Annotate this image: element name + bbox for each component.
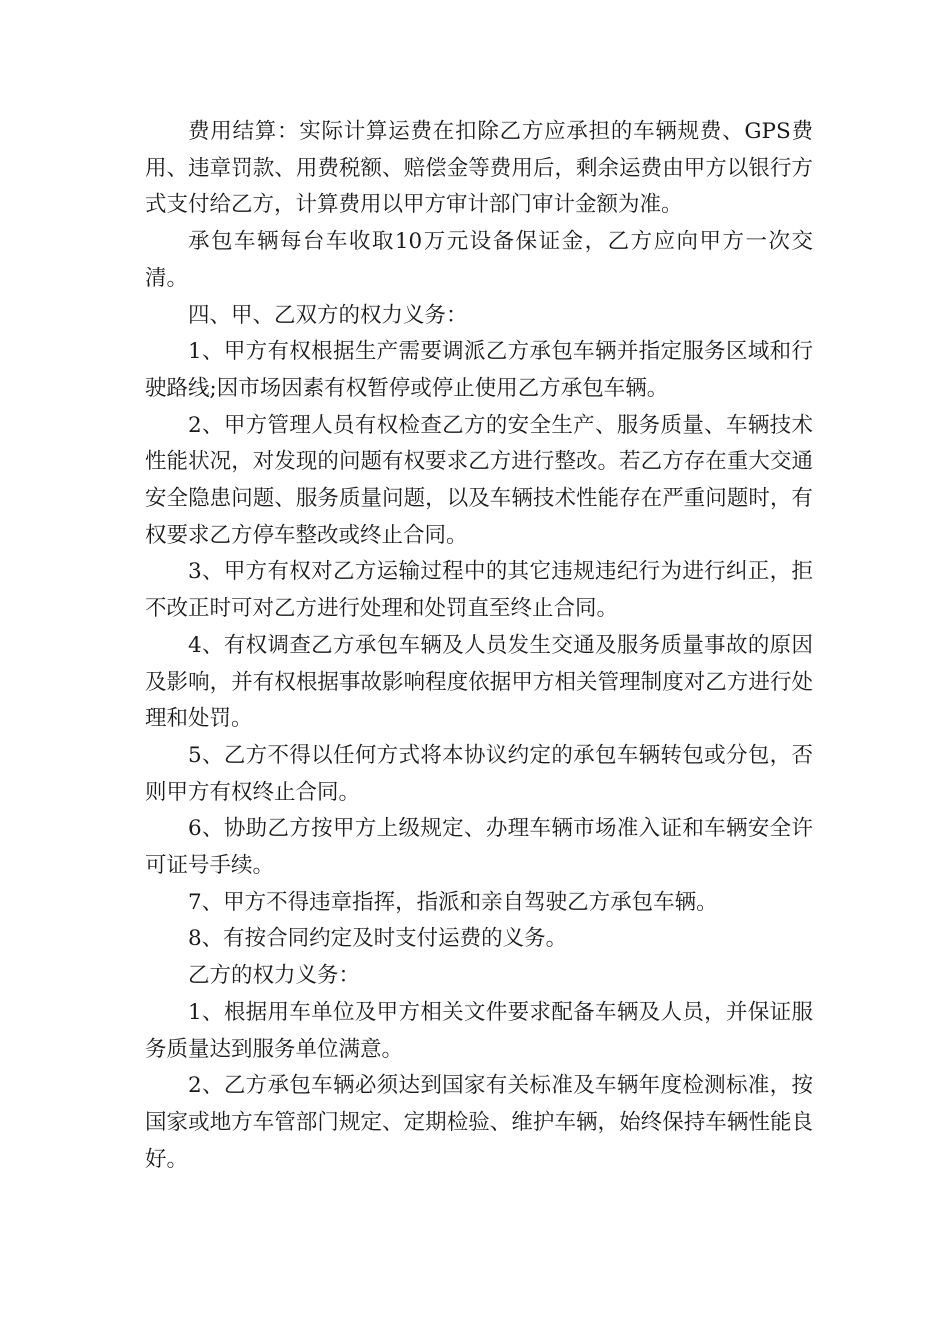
party-a-clause-8: 8、有按合同约定及时支付运费的义务。 — [188, 926, 568, 952]
party-a-clause-1: 1、甲方有权根据生产需要调派乙方承包车辆并指定服务区域和行驶路线;因市场因素有权暂停或停止使用乙方承包车辆。 — [145, 339, 813, 401]
party-a-clause-6: 6、协助乙方按甲方上级规定、办理车辆市场准入证和车辆安全许可证号手续。 — [145, 816, 813, 879]
party-a-clause-4: 4、有权调查乙方承包车辆及人员发生交通及服务质量事故的原因及影响，并有权根据事故影响程度依据甲方相关管理制度对乙方进行处理和处罚。 — [145, 632, 813, 732]
paragraph-deposit: 承包车辆每台车收取10万元设备保证金，乙方应向甲方一次交清。 — [145, 229, 813, 291]
party-a-clause-2: 2、甲方管理人员有权检查乙方的安全生产、服务质量、车辆技术性能状况，对发现的问题有权要求乙方进行整改。若乙方存在重大交通安全隐患问题、服务质量问题，以及车辆技术性能存在严重问题时，有权要求乙方停车整改或终止合同。 — [145, 412, 813, 548]
party-a-clause-3: 3、甲方有权对乙方运输过程中的其它违规违纪行为进行纠正，拒不改正时可对乙方进行处理和处罚直至终止合同。 — [145, 559, 813, 622]
paragraph-fee-settlement: 费用结算：实际计算运费在扣除乙方应承担的车辆规费、GPS费用、违章罚款、用费税额、赔偿金等费用后，剩余运费由甲方以银行方式支付给乙方，计算费用以甲方审计部门审计金额为准。 — [145, 119, 813, 218]
party-b-clause-2: 2、乙方承包车辆必须达到国家有关标准及车辆年度检测标准，按国家或地方车管部门规定、定期检验、维护车辆，始终保持车辆性能良好。 — [145, 1073, 813, 1172]
document-page — [145, 114, 813, 1178]
party-b-clause-1: 1、根据用车单位及甲方相关文件要求配备车辆及人员，并保证服务质量达到服务单位满意。 — [145, 999, 813, 1062]
party-a-clause-7: 7、甲方不得违章指挥，指派和亲自驾驶乙方承包车辆。 — [188, 889, 718, 915]
section-heading-rights-obligations: 四、甲、乙双方的权力义务： — [188, 302, 468, 328]
party-b-heading: 乙方的权力义务： — [188, 963, 361, 989]
party-a-clause-5: 5、乙方不得以任何方式将本协议约定的承包车辆转包或分包，否则甲方有权终止合同。 — [145, 742, 813, 805]
